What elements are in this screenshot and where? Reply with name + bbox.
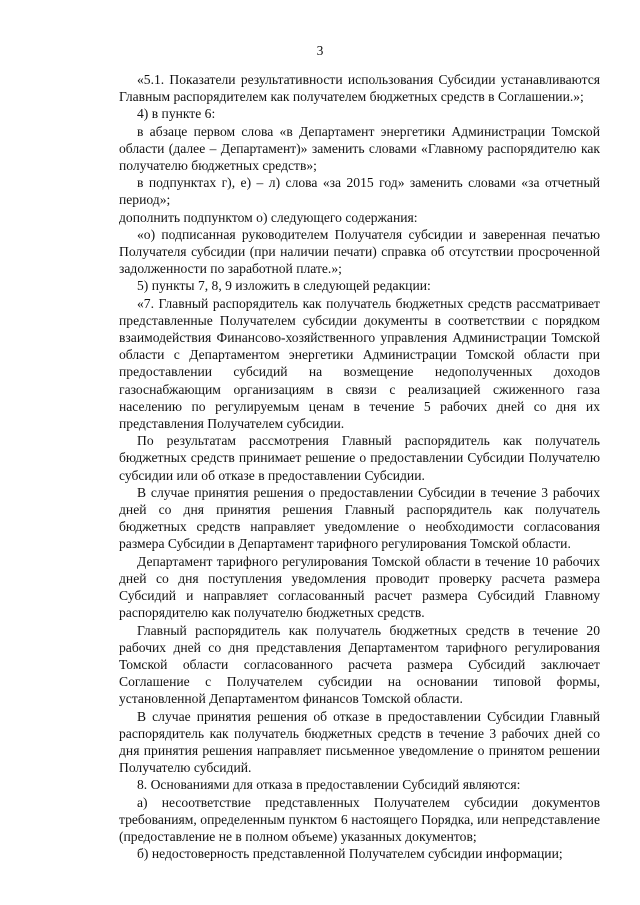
paragraph-first-abzac: в абзаце первом слова «в Департамент энергетики Администрации Томской области (далее – Департамент)» заменить словами «Главному распорядителю как получателю бюджетных средств»; <box>119 123 600 174</box>
paragraph-subitem-o: «о) подписанная руководителем Получателя субсидии и заверенная печатью Получателя субсидии (при наличии печати) справка об отсутствии просроченной задолженности по заработной плате.»; <box>119 226 600 277</box>
paragraph-reason-b: б) недостоверность представленной Получателем субсидии информации; <box>137 846 563 862</box>
paragraph-agreement: Главный распорядитель как получатель бюджетных средств в течение 20 рабочих дней со дня представления Департаментом тарифного регулирования Томской области согласованного расчета размера Субсидий заключает Соглашение с Получателем субсидии на основании типовой формы, установленной Департаментом финансов Томской области. <box>119 622 600 707</box>
paragraph-5-1-quote: «5.1. Показатели результативности использования Субсидии устанавливаются Главным распорядителем как получателем бюджетных средств в Соглашении.»; <box>119 72 600 105</box>
paragraph-reason-a: а) несоответствие представленных Получателем субсидии документов требованиям, определенным пунктом 6 настоящего Порядка, или непредставление (предоставление не в полном объеме) указанных документов; <box>119 794 600 844</box>
paragraph-review-result: По результатам рассмотрения Главный распорядитель как получатель бюджетных средств принимает решение о предоставлении Субсидии Получателю субсидии или об отказе в предоставлении Субсидии. <box>119 433 600 483</box>
paragraph-point-7: «7. Главный распорядитель как получатель бюджетных средств рассматривает представленные Получателем субсидии документы в соответствии с порядком взаимодействия Финансово-хозяйственного управления Администрации Томской области с Департаментом энергетики Администрации Томской области при предоставлении субсидий на возмещение недополученных доходов газоснабжающим организациям в связи с реализацией сжиженного газа населению по регулируемым ценам в течение 5 рабочих дней со дня их представления Получателем субсидии. <box>119 295 600 432</box>
paragraph-subitems: в подпунктах г), е) – л) слова «за 2015 год» заменить словами «за отчетный период»; <box>119 175 600 208</box>
paragraph-refusal-decision: В случае принятия решения об отказе в предоставлении Субсидии Главный распорядитель как получатель бюджетных средств в течение 3 рабочих дней со дня принятия решения направляет письменное уведомление о принятом решении Получателю субсидий. <box>119 708 600 776</box>
page-number: 3 <box>316 43 324 58</box>
paragraph-add-subitem: дополнить подпунктом о) следующего содержания: <box>119 209 418 225</box>
document-body <box>119 71 600 862</box>
paragraph-item-5: 5) пункты 7, 8, 9 изложить в следующей редакции: <box>137 278 431 294</box>
paragraph-grant-decision: В случае принятия решения о предоставлении Субсидии в течение 3 рабочих дней со дня принятия решения Главный распорядитель как получатель бюджетных средств направляет уведомление о необходимости согласования размера Субсидии в Департамент тарифного регулирования Томской области. <box>119 484 600 552</box>
paragraph-item-4: 4) в пункте 6: <box>137 106 216 122</box>
paragraph-point-8: 8. Основаниями для отказа в предоставлении Субсидий являются: <box>137 777 521 793</box>
paragraph-tariff-department: Департамент тарифного регулирования Томской области в течение 10 рабочих дней со дня поступления уведомления проводит проверку расчета размера Субсидий и направляет согласованный расчет размера Субсидий Главному распорядителю как получателю бюджетных средств. <box>119 553 600 621</box>
